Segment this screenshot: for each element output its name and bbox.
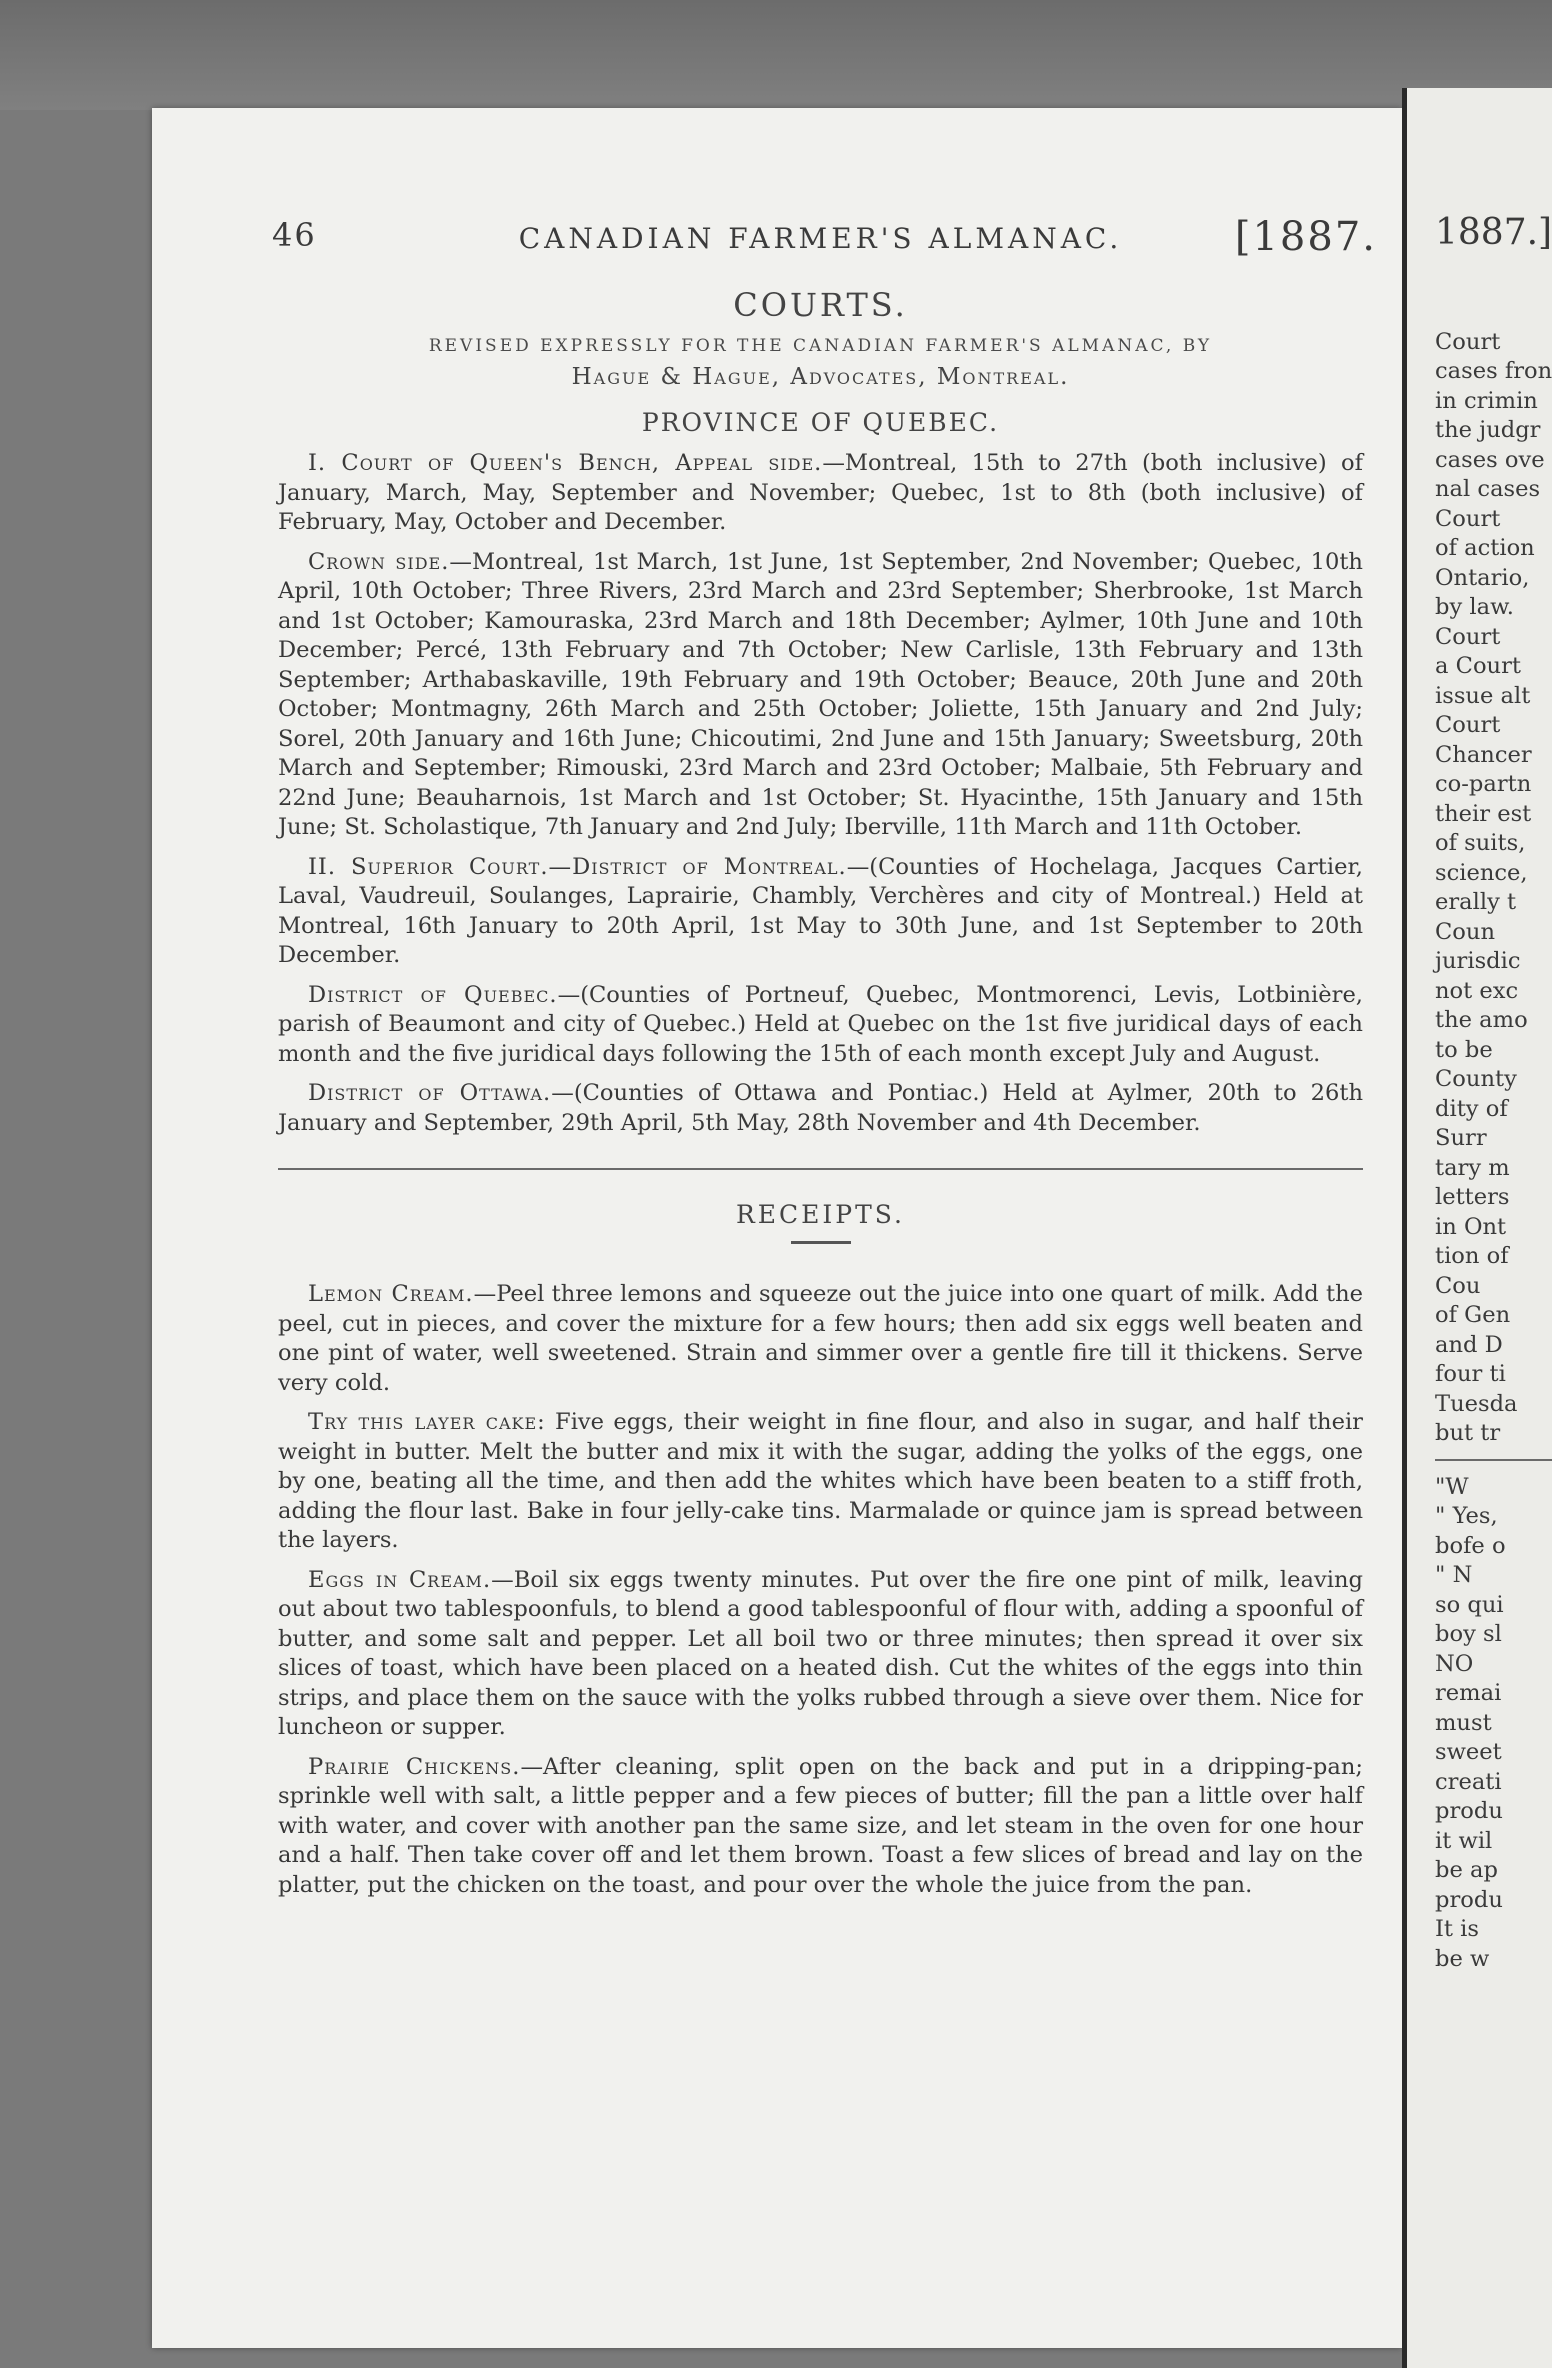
right-page-line: sweet <box>1435 1739 1502 1765</box>
right-page-line: of action <box>1435 535 1535 561</box>
receipt-lead: Prairie Chickens. <box>308 1753 521 1780</box>
receipt-lead: Eggs in Cream. <box>308 1566 492 1593</box>
paragraph-text: —(Counties of Portneuf, Quebec, Montmorenci, Levis, Lotbinière, parish of Beaumont and city of Quebec.) Held at Quebec on the 1st five juridical days of each month and the five juridical days following the 15th of each month except July and August. <box>278 981 1363 1067</box>
right-page-line: be ap <box>1435 1857 1498 1883</box>
right-page-line: but tr <box>1435 1420 1501 1446</box>
right-page-line: Court <box>1435 623 1501 650</box>
right-page-line: Tuesda <box>1435 1390 1518 1417</box>
right-page-line: bofe o <box>1435 1532 1506 1559</box>
receipt-lead: Lemon Cream. <box>308 1281 474 1307</box>
right-page-line: nal cases <box>1435 476 1541 502</box>
court-paragraph <box>278 449 1363 538</box>
right-page-line: creati <box>1435 1768 1502 1795</box>
paragraph-lead: II. Superior Court.—District of Montreal. <box>308 853 847 880</box>
right-page-line: must <box>1435 1709 1492 1736</box>
paragraph-lead: District of Quebec. <box>308 981 558 1008</box>
right-page-line: Cou <box>1435 1272 1481 1299</box>
receipt-lead: Try this layer cake: <box>308 1409 546 1435</box>
right-page-line: produ <box>1435 1798 1503 1824</box>
right-page <box>1402 88 1552 2368</box>
receipt-paragraph <box>278 1408 1363 1556</box>
right-page-line: dity of <box>1435 1095 1508 1122</box>
right-page-line: four ti <box>1435 1361 1506 1387</box>
right-page-line: it wil <box>1435 1827 1493 1854</box>
scan-backdrop <box>0 0 1552 110</box>
court-paragraph <box>278 853 1363 971</box>
right-page-line: Court <box>1435 505 1501 532</box>
page-number: 46 <box>272 216 317 254</box>
right-page-line: erally t <box>1435 889 1517 915</box>
courts-paragraphs <box>278 449 1363 1138</box>
right-page-line: to be <box>1435 1036 1493 1063</box>
running-head <box>272 210 1377 270</box>
right-page-line: cases fron <box>1435 358 1552 384</box>
right-page-line: "W <box>1435 1473 1469 1500</box>
right-page-line: the judgr <box>1435 417 1541 443</box>
right-page-line: It is <box>1435 1916 1480 1942</box>
right-page-line: a Court <box>1435 653 1521 679</box>
right-page-line: cases ove <box>1435 446 1545 473</box>
courts-title: COURTS. <box>733 286 908 324</box>
receipts-list <box>278 1280 1363 1900</box>
receipt-paragraph <box>278 1753 1363 1901</box>
court-paragraph <box>278 1079 1363 1138</box>
right-page-line: Court <box>1435 328 1501 355</box>
right-page-line: not exc <box>1435 977 1519 1004</box>
court-paragraph <box>278 548 1363 843</box>
receipt-paragraph <box>278 1280 1363 1398</box>
right-page-line: in Ont <box>1435 1213 1507 1240</box>
right-page-lines-upper <box>1435 328 1552 1449</box>
right-page-line: " N <box>1435 1562 1473 1588</box>
paragraph-text: —Montreal, 1st March, 1st June, 1st September, 2nd November; Quebec, 10th April, 10th October; Three Rivers, 23rd March and 23rd September; Sherbrooke, 1st March and 1st October; Kamouraska, 23rd March and 18th December; Aylmer, 10th June and 10th December; Percé, 13th February and 7th October; New Carlisle, 13th February and 13th September; Arthabaskaville, 19th February and 19th October; Beauce, 20th June and 20th October; Montmagny, 26th March and 25th October; Joliette, 15th January and 2nd July; Sorel, 20th January and 16th June; Chicoutimi, 2nd June and 15th January; Sweetsburg, 20th March and September; Rimouski, 23rd March and 23rd October; Malbaie, 5th February and 22nd June; Beauharnois, 1st March and 1st October; St. Hyacinthe, 15th January and 15th June; St. Scholastique, 7th January and 2nd July; Iberville, 11th March and 11th October. <box>278 548 1363 840</box>
right-running-year: 1887.] <box>1435 212 1552 253</box>
paragraph-lead: District of Ottawa. <box>308 1080 552 1106</box>
right-page-line: issue alt <box>1435 682 1531 709</box>
paragraph-text: —Montreal, 15th to 27th (both inclusive) of January, March, May, September and November; Quebec, 1st to 8th (both inclusive) of February, May, October and December. <box>278 450 1363 535</box>
receipt-text: —After cleaning, split open on the back and put in a dripping-pan; sprinkle well with salt, a little pepper and a few pieces of butter; fill the pan a little over half with water, and cover with another pan the same size, and let steam in the oven for one hour and a half. Then take cover off and let them brown. Toast a few slices of bread and lay on the platter, put the chicken on the toast, and pour over the whole the juice from the pan. <box>278 1753 1363 1898</box>
right-page-line: by law. <box>1435 594 1514 620</box>
right-page-line: tary m <box>1435 1154 1510 1181</box>
right-page-line: " Yes, <box>1435 1503 1498 1529</box>
right-page-lines-lower <box>1435 1473 1552 1975</box>
right-page-line: produ <box>1435 1886 1503 1913</box>
province-heading: PROVINCE OF QUEBEC. <box>641 408 1000 437</box>
right-page-line: tion of <box>1435 1243 1509 1269</box>
title-ornament-rule <box>791 1241 851 1244</box>
right-page-line: of suits, <box>1435 830 1526 856</box>
right-page-line: science, <box>1435 859 1528 886</box>
paragraph-text: —(Counties of Hochelaga, Jacques Cartier, Laval, Vaudreuil, Soulanges, Laprairie, Chambly, Verchères and city of Montreal.) Held at Montreal, 16th January to 20th April, 1st May to 30th June, and 1st September to 20th December. <box>278 853 1363 968</box>
receipt-text: —Boil six eggs twenty minutes. Put over the fire one pint of milk, leaving out about two tablespoonfuls, to blend a good tablespoonful of flour with, adding a spoonful of butter, and some salt and pepper. Let all boil two or three minutes; then spread it over six slices of toast, which have been placed on a heated dish. Cut the whites of the eggs into thin strips, and place them on the sauce with the yolks rubbed through a sieve over them. Nice for luncheon or supper. <box>278 1566 1363 1740</box>
right-page-line: jurisdic <box>1435 948 1521 974</box>
receipt-text: —Peel three lemons and squeeze out the juice into one quart of milk. Add the peel, cut in pieces, and cover the mixture for a few hours; then add six eggs well beaten and one pint of water, well sweetened. Strain and simmer over a gentle fire till it thickens. Serve very cold. <box>278 1281 1364 1396</box>
paragraph-lead: Crown side. <box>308 548 450 575</box>
revised-line: REVISED EXPRESSLY FOR THE CANADIAN FARMER'S ALMANAC, BY <box>428 336 1213 356</box>
right-page-line: County <box>1435 1066 1517 1092</box>
right-page-line: NO <box>1435 1650 1474 1677</box>
by-line: Hague & Hague, Advocates, Montreal. <box>571 364 1070 390</box>
receipt-text: Five eggs, their weight in fine flour, and also in sugar, and half their weight in butter. Melt the butter and mix it with the sugar, adding the yolks of the eggs, one by one, beating all the time, and then add the whites which have been beaten to a stiff froth, adding the flour last. Bake in four jelly-cake tins. Marmalade or quince jam is spread between the layers. <box>278 1409 1363 1553</box>
right-page-line: Court <box>1435 712 1501 738</box>
right-page-line: Chancer <box>1435 741 1532 768</box>
right-page-line: co-partn <box>1435 771 1532 797</box>
right-page-line: Ontario, <box>1435 564 1530 591</box>
right-page-line: Surr <box>1435 1125 1487 1151</box>
right-page-line: of Gen <box>1435 1302 1511 1328</box>
paragraph-text: —(Counties of Ottawa and Pontiac.) Held at Aylmer, 20th to 26th January and September, 29th April, 5th May, 28th November and 4th December. <box>278 1080 1363 1136</box>
right-page-line: in crimin <box>1435 387 1538 414</box>
left-page-text <box>272 210 1377 1910</box>
right-page-line: and D <box>1435 1331 1503 1358</box>
right-page-line: so qui <box>1435 1591 1504 1618</box>
section-divider <box>278 1168 1363 1170</box>
receipt-paragraph <box>278 1566 1363 1743</box>
right-page-line: Coun <box>1435 918 1495 945</box>
court-paragraph <box>278 981 1363 1070</box>
receipts-title: RECEIPTS. <box>735 1200 905 1229</box>
right-page-line: the amo <box>1435 1007 1528 1033</box>
right-page-text <box>1435 212 1552 1974</box>
paragraph-lead: I. Court of Queen's Bench, Appeal side. <box>308 450 823 476</box>
running-title: CANADIAN FARMER'S ALMANAC. <box>518 222 1123 255</box>
right-page-line: letters <box>1435 1184 1510 1210</box>
right-page-divider <box>1435 1459 1552 1461</box>
right-page-line: be w <box>1435 1945 1490 1972</box>
right-page-line: boy sl <box>1435 1621 1502 1647</box>
running-year: [1887. <box>1234 214 1377 260</box>
right-page-line: their est <box>1435 800 1532 827</box>
right-page-line: remai <box>1435 1680 1502 1706</box>
